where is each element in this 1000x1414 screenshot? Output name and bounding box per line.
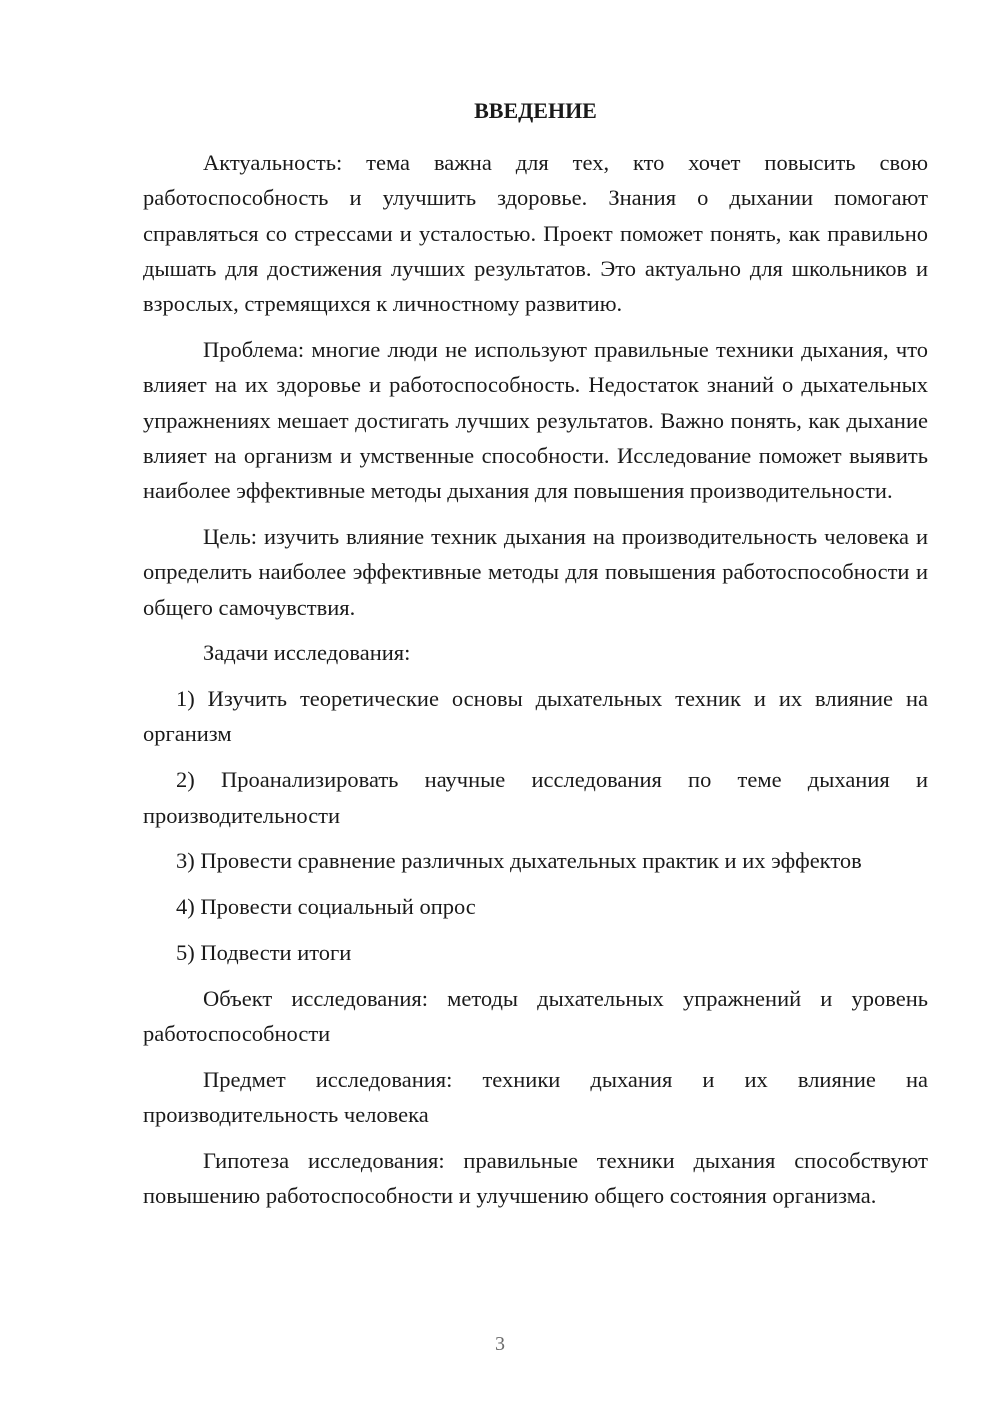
paragraph-object: Объект исследования: методы дыхательных упражнений и уровень работоспособности [143,985,928,1047]
page-number: 3 [495,1333,505,1355]
tasks-heading: Задачи исследования: [203,640,411,666]
paragraph-relevance: Актуальность: тема важна для тех, кто хочет повысить свою работоспособность и улучшить здоровье. Знания о дыхании помогают справляться со стрессами и усталостью. Проект поможет понять, как правильно дышать для достижения лучших результатов. Это актуально для школьников и взрослых, стремящихся к личностному развитию. [143,150,928,317]
task-item: 5) Подвести итоги [176,939,352,965]
task-item: 3) Провести сравнение различных дыхательных практик и их эффектов [176,848,862,874]
page-title: ВВЕДЕНИЕ [474,98,597,123]
document-page [143,93,928,1224]
task-item: 4) Провести социальный опрос [176,894,476,920]
paragraph-subject: Предмет исследования: техники дыхания и их влияние на производительность человека [143,1066,928,1128]
paragraph-problem: Проблема: многие люди не используют правильные техники дыхания, что влияет на их здоровье и работоспособность. Недостаток знаний о дыхательных упражнениях мешает достигать лучших результатов. Важно понять, как дыхание влияет на организм и умственные способности. Исследование поможет выявить наиболее эффективные методы дыхания для повышения производительности. [143,336,928,504]
task-item: 1) Изучить теоретические основы дыхательных техник и их влияние на организм [143,686,928,747]
paragraph-hypothesis: Гипотеза исследования: правильные техники дыхания способствуют повышению работоспособности и улучшению общего состояния организма. [143,1147,928,1209]
paragraph-goal: Цель: изучить влияние техник дыхания на производительность человека и определить наиболее эффективные методы для повышения работоспособности и общего самочувствия. [143,523,928,620]
task-item: 2) Проанализировать научные исследования по теме дыхания и производительности [143,767,928,828]
